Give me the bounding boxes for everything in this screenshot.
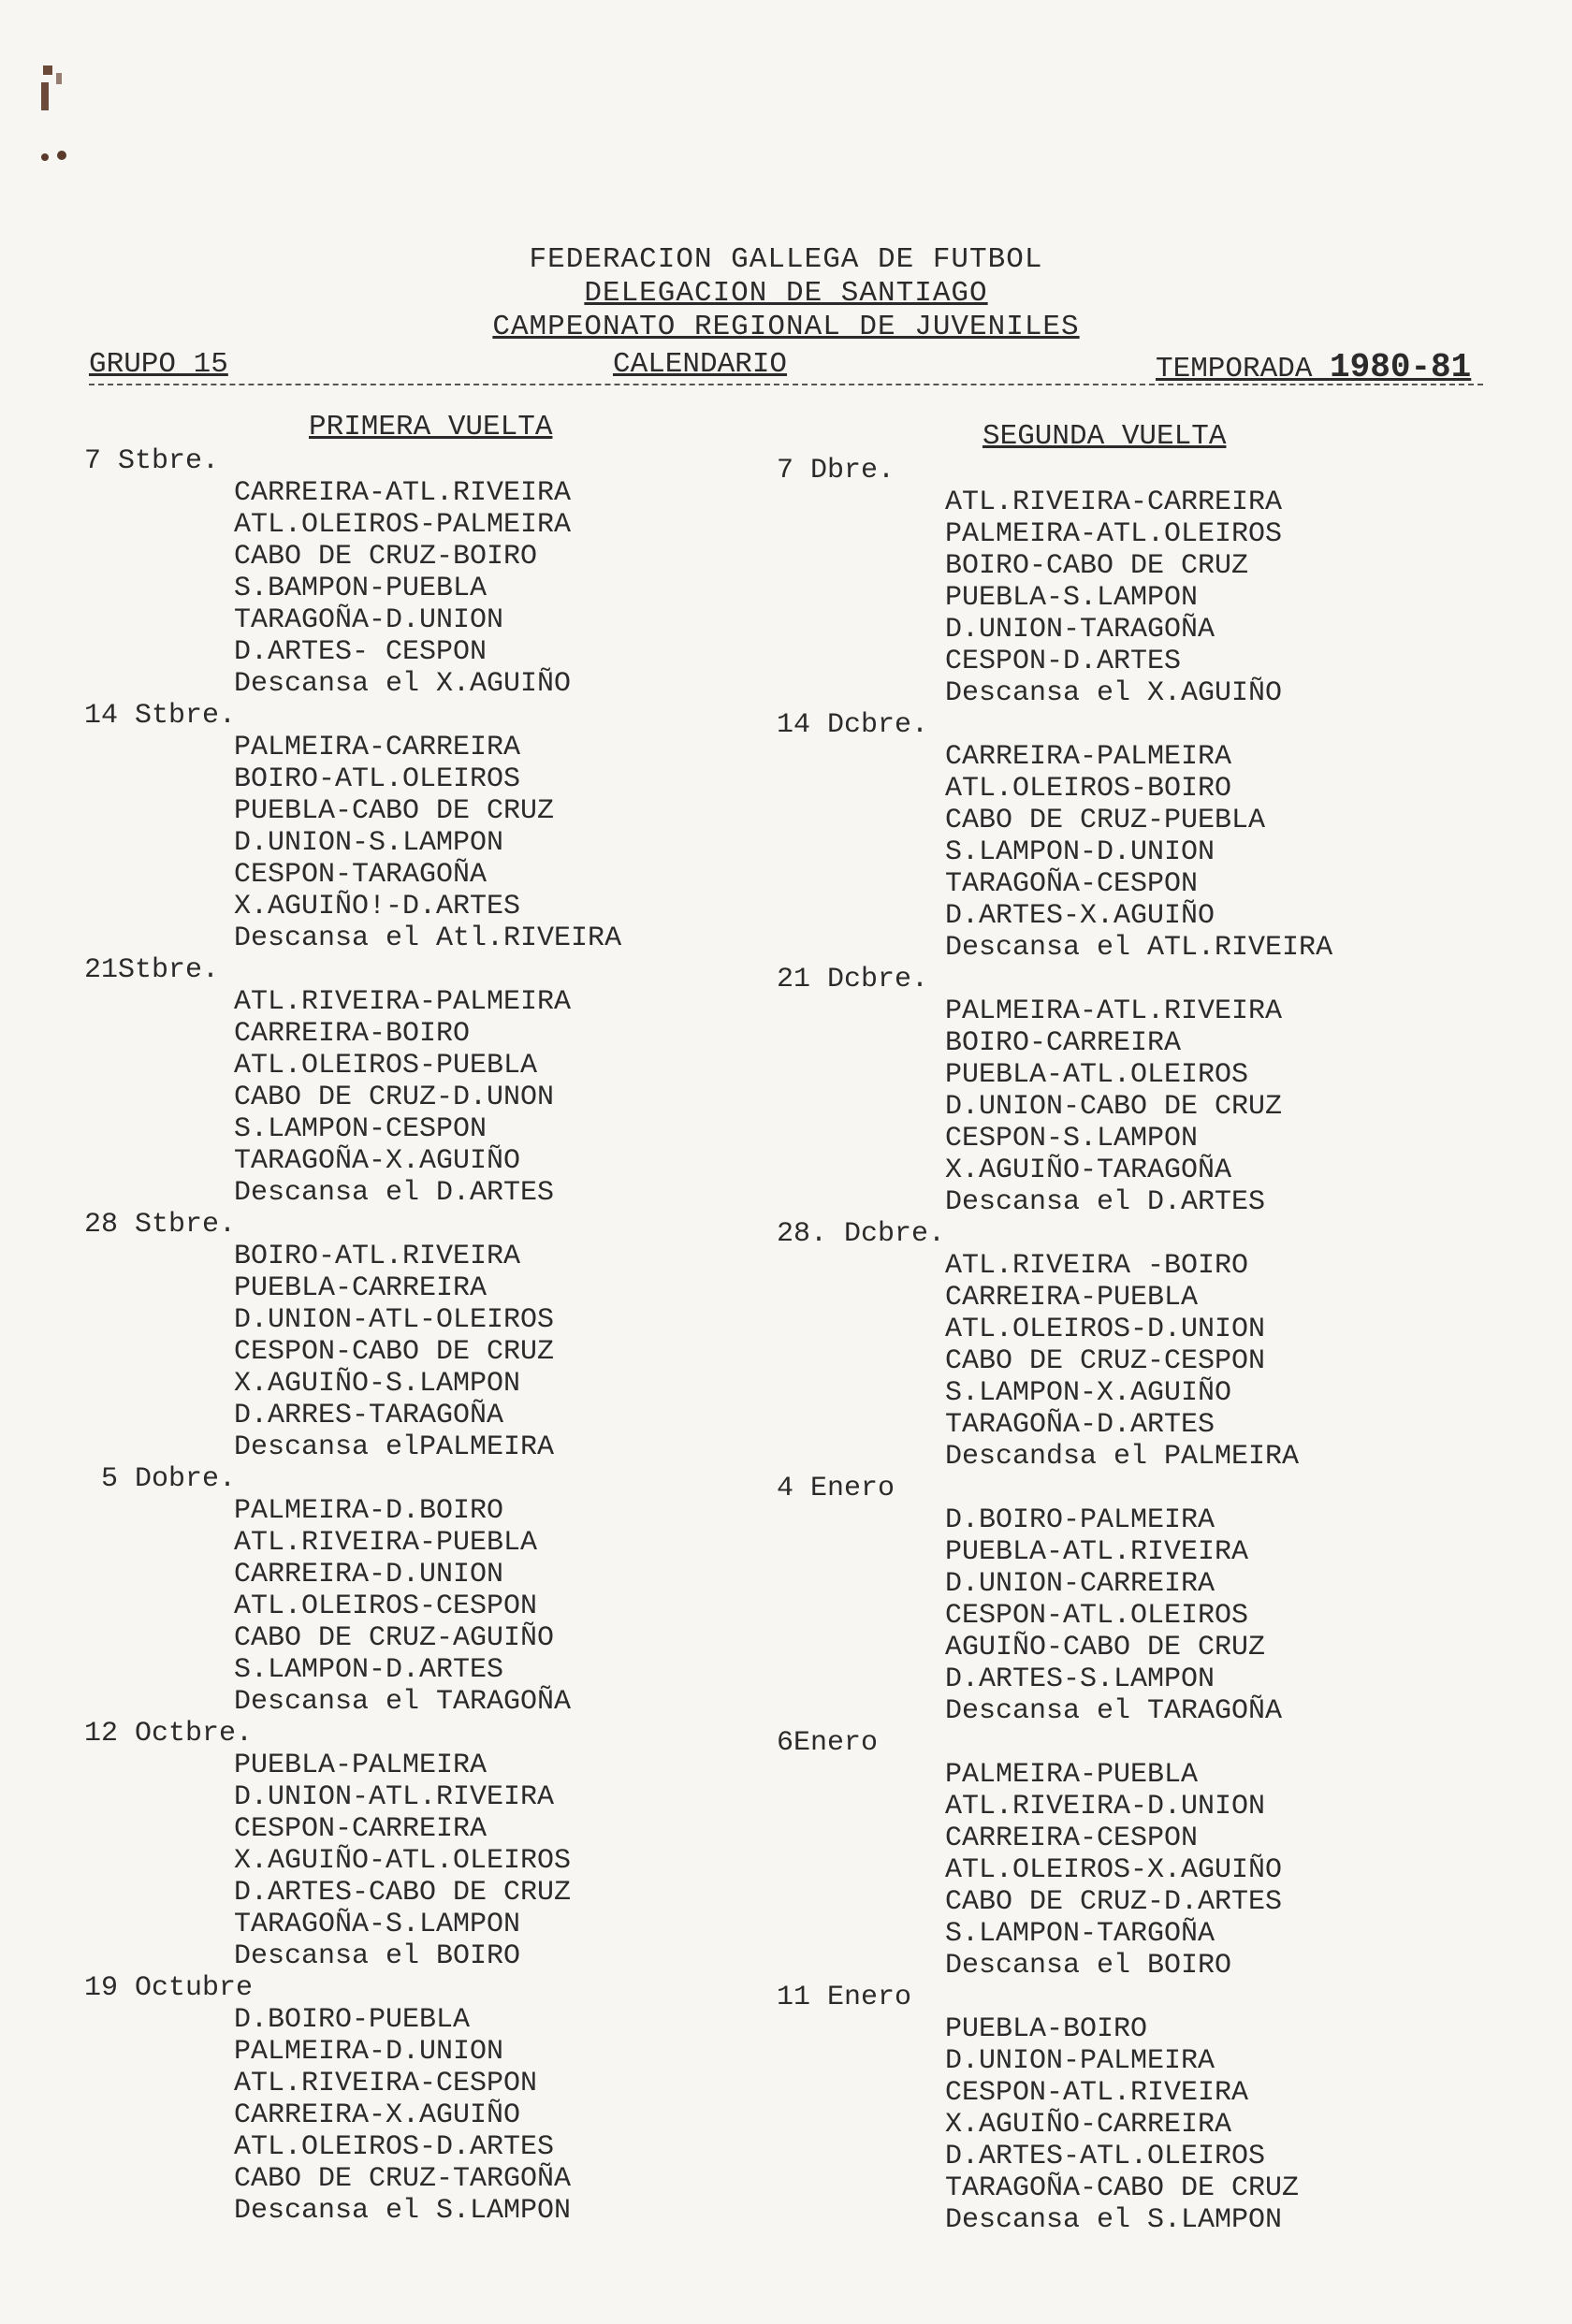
group-label: GRUPO 15	[89, 348, 228, 381]
match-line: D.UNION-S.LAMPON	[234, 827, 504, 859]
round-date: 12 Octbre.	[84, 1718, 254, 1750]
match-line: S.LAMPON-X.AGUIÑO	[945, 1377, 1232, 1409]
match-line: TARAGOÑA-D.UNION	[234, 604, 504, 636]
match-line: PALMEIRA-PUEBLA	[945, 1759, 1199, 1791]
rest-team-line: Descansa el BOIRO	[945, 1950, 1232, 1982]
round-date: 4 Enero	[777, 1473, 895, 1504]
match-line: TARAGOÑA-CESPON	[945, 868, 1199, 900]
match-line: PUEBLA-CABO DE CRUZ	[234, 795, 555, 827]
round-block	[84, 1972, 739, 2227]
match-line: CARREIRA-CESPON	[945, 1823, 1199, 1854]
federation-title: FEDERACION GALLEGA DE FUTBOL	[529, 243, 1043, 276]
round-date: 14 Stbre.	[84, 700, 237, 732]
match-line: BOIRO-CARREIRA	[945, 1027, 1182, 1059]
match-line: CABO DE CRUZ-D.ARTES	[945, 1886, 1283, 1918]
match-line: CESPON-ATL.OLEIROS	[945, 1600, 1249, 1632]
match-line: ATL.RIVEIRA-PUEBLA	[234, 1527, 538, 1559]
match-line: D.UNION-CARREIRA	[945, 1568, 1215, 1600]
match-line: TARAGOÑA-CABO DE CRUZ	[945, 2172, 1300, 2204]
match-line: TARAGOÑA-D.ARTES	[945, 1409, 1215, 1441]
match-line: ATL.RIVEIRA-D.UNION	[945, 1791, 1266, 1823]
match-line: ATL.OLEIROS-PUEBLA	[234, 1050, 538, 1082]
match-line: X.AGUIÑO!-D.ARTES	[234, 891, 521, 922]
match-line: D.ARRES-TARAGOÑA	[234, 1400, 504, 1431]
match-line: D.UNION-ATL-OLEIROS	[234, 1304, 555, 1336]
rest-team-line: Descansa elPALMEIRA	[234, 1431, 555, 1463]
round-block	[777, 709, 1488, 964]
match-line: ATL.RIVEIRA-CARREIRA	[945, 487, 1283, 518]
match-line: PALMEIRA-ATL.OLEIROS	[945, 518, 1283, 550]
match-line: X.AGUIÑO-ATL.OLEIROS	[234, 1845, 572, 1877]
match-line: S.LAMPON-TARGOÑA	[945, 1918, 1215, 1950]
round-block	[84, 1209, 739, 1463]
match-line: D.BOIRO-PUEBLA	[234, 2004, 471, 2036]
rest-team-line: Descansa el BOIRO	[234, 1940, 521, 1972]
calendar-label: CALENDARIO	[613, 348, 788, 381]
match-line: D.ARTES- CESPON	[234, 636, 488, 668]
match-line: PALMEIRA-D.UNION	[234, 2036, 504, 2068]
season-label-text: TEMPORADA	[1156, 353, 1331, 385]
match-line: CESPON-CARREIRA	[234, 1813, 488, 1845]
round-date: 19 Octubre	[84, 1972, 254, 2004]
rest-team-line: Descansa el TARAGOÑA	[234, 1686, 572, 1718]
round-block	[84, 954, 739, 1209]
rest-team-line: Descansa el D.ARTES	[945, 1186, 1266, 1218]
header-divider	[89, 384, 1483, 385]
match-line: D.ARTES-X.AGUIÑO	[945, 900, 1215, 932]
match-line: D.UNION-ATL.RIVEIRA	[234, 1781, 555, 1813]
document-header	[0, 243, 1572, 344]
match-line: PUEBLA-CARREIRA	[234, 1272, 488, 1304]
rest-team-line: Descansa el TARAGOÑA	[945, 1695, 1283, 1727]
rest-team-line: Descansa el X.AGUIÑO	[945, 677, 1283, 709]
match-line: S.LAMPON-CESPON	[234, 1113, 488, 1145]
round-block	[84, 1463, 739, 1718]
match-line: AGUIÑO-CABO DE CRUZ	[945, 1632, 1266, 1663]
match-line: X.AGUIÑO-S.LAMPON	[234, 1368, 521, 1400]
round-block	[777, 1218, 1488, 1473]
match-line: CESPON-D.ARTES	[945, 646, 1182, 677]
primera-vuelta-column	[84, 412, 739, 2227]
match-line: PUEBLA-ATL.OLEIROS	[945, 1059, 1249, 1091]
match-line: CESPON-S.LAMPON	[945, 1123, 1199, 1155]
match-line: PALMEIRA-D.BOIRO	[234, 1495, 504, 1527]
match-line: CABO DE CRUZ-PUEBLA	[945, 805, 1266, 836]
match-line: D.ARTES-ATL.OLEIROS	[945, 2141, 1266, 2172]
match-line: ATL.RIVEIRA-PALMEIRA	[234, 986, 572, 1018]
match-line: ATL.OLEIROS-BOIRO	[945, 773, 1232, 805]
rest-team-line: Descansa el ATL.RIVEIRA	[945, 932, 1333, 964]
match-line: PUEBLA-S.LAMPON	[945, 582, 1199, 614]
segunda-vuelta-title: SEGUNDA VUELTA	[982, 420, 1227, 453]
round-block	[777, 455, 1488, 709]
match-line: ATL.OLEIROS-PALMEIRA	[234, 509, 572, 541]
match-line: ATL.OLEIROS-D.UNION	[945, 1314, 1266, 1345]
match-line: CABO DE CRUZ-BOIRO	[234, 541, 538, 573]
rest-team-line: Descansa el X.AGUIÑO	[234, 668, 572, 700]
rest-team-line: Descansa el S.LAMPON	[945, 2204, 1283, 2236]
match-line: CARREIRA-PALMEIRA	[945, 741, 1232, 773]
season-value: 1980-81	[1330, 348, 1472, 386]
primera-vuelta-title: PRIMERA VUELTA	[309, 411, 553, 443]
match-line: ATL.OLEIROS-D.ARTES	[234, 2131, 555, 2163]
match-line: D.UNION-TARAGOÑA	[945, 614, 1215, 646]
match-line: CARREIRA-ATL.RIVEIRA	[234, 477, 572, 509]
match-line: CARREIRA-PUEBLA	[945, 1282, 1199, 1314]
match-line: CABO DE CRUZ-D.UNON	[234, 1082, 555, 1113]
round-date: 21Stbre.	[84, 954, 220, 986]
round-date: 28. Dcbre.	[777, 1218, 946, 1250]
match-line: D.BOIRO-PALMEIRA	[945, 1504, 1215, 1536]
round-date: 7 Dbre.	[777, 455, 895, 487]
match-line: PUEBLA-BOIRO	[945, 2013, 1148, 2045]
match-line: CESPON-TARAGOÑA	[234, 859, 488, 891]
match-line: D.ARTES-S.LAMPON	[945, 1663, 1215, 1695]
match-line: CARREIRA-D.UNION	[234, 1559, 504, 1590]
rest-team-line: Descansa el D.ARTES	[234, 1177, 555, 1209]
rest-team-line: Descandsa el PALMEIRA	[945, 1441, 1300, 1473]
match-line: ATL.OLEIROS-CESPON	[234, 1590, 538, 1622]
round-block	[777, 964, 1488, 1218]
match-line: BOIRO-ATL.OLEIROS	[234, 763, 521, 795]
match-line: CARREIRA-X.AGUIÑO	[234, 2099, 521, 2131]
match-line: CABO DE CRUZ-AGUIÑO	[234, 1622, 555, 1654]
match-line: CESPON-ATL.RIVEIRA	[945, 2077, 1249, 2109]
match-line: D.UNION-PALMEIRA	[945, 2045, 1215, 2077]
segunda-vuelta-column	[777, 421, 1488, 2236]
match-line: X.AGUIÑO-TARAGOÑA	[945, 1155, 1232, 1186]
match-line: CESPON-CABO DE CRUZ	[234, 1336, 555, 1368]
delegation-title: DELEGACION DE SANTIAGO	[584, 277, 988, 310]
round-block	[777, 1727, 1488, 1982]
match-line: BOIRO-CABO DE CRUZ	[945, 550, 1249, 582]
round-block	[84, 700, 739, 954]
round-date: 11 Enero	[777, 1982, 912, 2013]
match-line: X.AGUIÑO-CARREIRA	[945, 2109, 1232, 2141]
match-line: D.ARTES-CABO DE CRUZ	[234, 1877, 572, 1909]
round-date: 6Enero	[777, 1727, 879, 1759]
match-line: D.UNION-CABO DE CRUZ	[945, 1091, 1283, 1123]
match-line: ATL.RIVEIRA -BOIRO	[945, 1250, 1249, 1282]
match-line: CABO DE CRUZ-CESPON	[945, 1345, 1266, 1377]
match-line: BOIRO-ATL.RIVEIRA	[234, 1241, 521, 1272]
round-date: 21 Dcbre.	[777, 964, 929, 995]
match-line: TARAGOÑA-X.AGUIÑO	[234, 1145, 521, 1177]
match-line: CARREIRA-BOIRO	[234, 1018, 471, 1050]
championship-title: CAMPEONATO REGIONAL DE JUVENILES	[492, 311, 1080, 343]
round-date: 5 Dobre.	[84, 1463, 237, 1495]
match-line: CABO DE CRUZ-TARGOÑA	[234, 2163, 572, 2195]
round-block	[84, 445, 739, 700]
match-line: ATL.RIVEIRA-CESPON	[234, 2068, 538, 2099]
round-block	[777, 1982, 1488, 2236]
rest-team-line: Descansa el S.LAMPON	[234, 2195, 572, 2227]
round-block	[84, 1718, 739, 1972]
round-date: 14 Dcbre.	[777, 709, 929, 741]
match-line: PALMEIRA-CARREIRA	[234, 732, 521, 763]
match-line: S.LAMPON-D.UNION	[945, 836, 1215, 868]
rest-team-line: Descansa el Atl.RIVEIRA	[234, 922, 622, 954]
round-date: 7 Stbre.	[84, 445, 220, 477]
match-line: S.BAMPON-PUEBLA	[234, 573, 488, 604]
ink-mark-icon	[37, 65, 75, 178]
match-line: TARAGOÑA-S.LAMPON	[234, 1909, 521, 1940]
match-line: ATL.OLEIROS-X.AGUIÑO	[945, 1854, 1283, 1886]
match-line: PUEBLA-PALMEIRA	[234, 1750, 488, 1781]
match-line: PUEBLA-ATL.RIVEIRA	[945, 1536, 1249, 1568]
season-label	[1156, 348, 1471, 386]
match-line: PALMEIRA-ATL.RIVEIRA	[945, 995, 1283, 1027]
match-line: S.LAMPON-D.ARTES	[234, 1654, 504, 1686]
round-block	[777, 1473, 1488, 1727]
round-date: 28 Stbre.	[84, 1209, 237, 1241]
